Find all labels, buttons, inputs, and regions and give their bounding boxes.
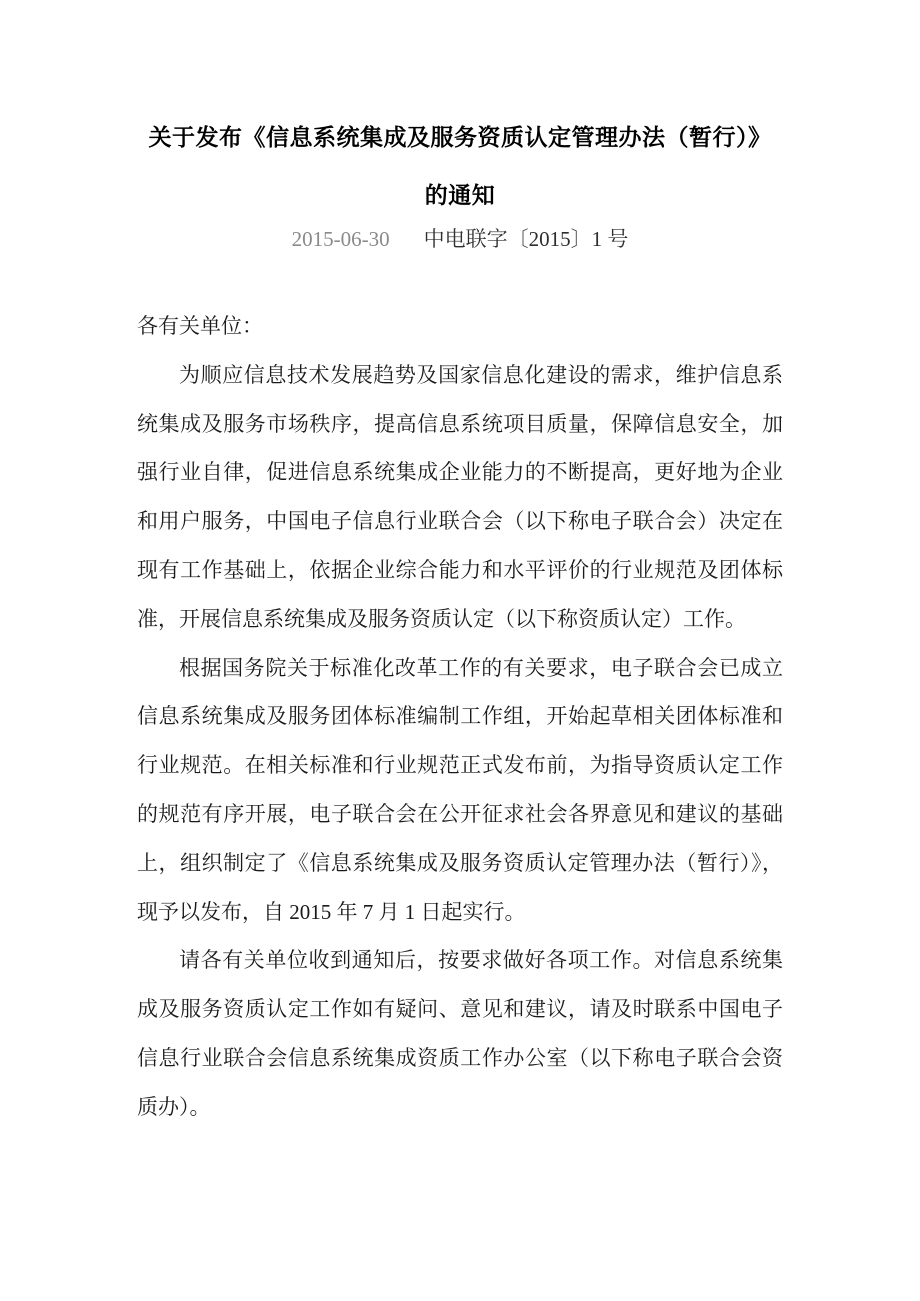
document-body <box>137 302 783 1132</box>
document-number: 中电联字〔2015〕1 号 <box>423 227 629 251</box>
salutation: 各有关单位： <box>137 314 263 338</box>
paragraph-3: 请各有关单位收到通知后，按要求做好各项工作。对信息系统集成及服务资质认定工作如有疑问、意见和建议，请及时联系中国电子信息行业联合会信息系统集成资质工作办公室（以下称电子联合会资质办）。 <box>137 948 783 1119</box>
date-line <box>137 224 783 254</box>
publish-date: 2015-06-30 <box>291 227 390 251</box>
title-line-1: 关于发布《信息系统集成及服务资质认定管理办法（暂行）》 <box>148 124 772 150</box>
title-line-2: 的通知 <box>424 182 496 208</box>
paragraph-2: 根据国务院关于标准化改革工作的有关要求，电子联合会已成立信息系统集成及服务团体标准编制工作组，开始起草相关团体标准和行业规范。在相关标准和行业规范正式发布前，为指导资质认定工作的规范有序开展，电子联合会在公开征求社会各界意见和建议的基础上，组织制定了《信息系统集成及服务资质认定管理办法（暂行）》，现予以发布，自 2015 年 7 月 1 日起实行。 <box>137 655 783 924</box>
document-title <box>137 108 783 224</box>
paragraph-1: 为顺应信息技术发展趋势及国家信息化建设的需求，维护信息系统集成及服务市场秩序，提高信息系统项目质量，保障信息安全，加强行业自律，促进信息系统集成企业能力的不断提高，更好地为企业和用户服务，中国电子信息行业联合会（以下称电子联合会）决定在现有工作基础上，依据企业综合能力和水平评价的行业规范及团体标准，开展信息系统集成及服务资质认定（以下称资质认定）工作。 <box>137 362 783 631</box>
